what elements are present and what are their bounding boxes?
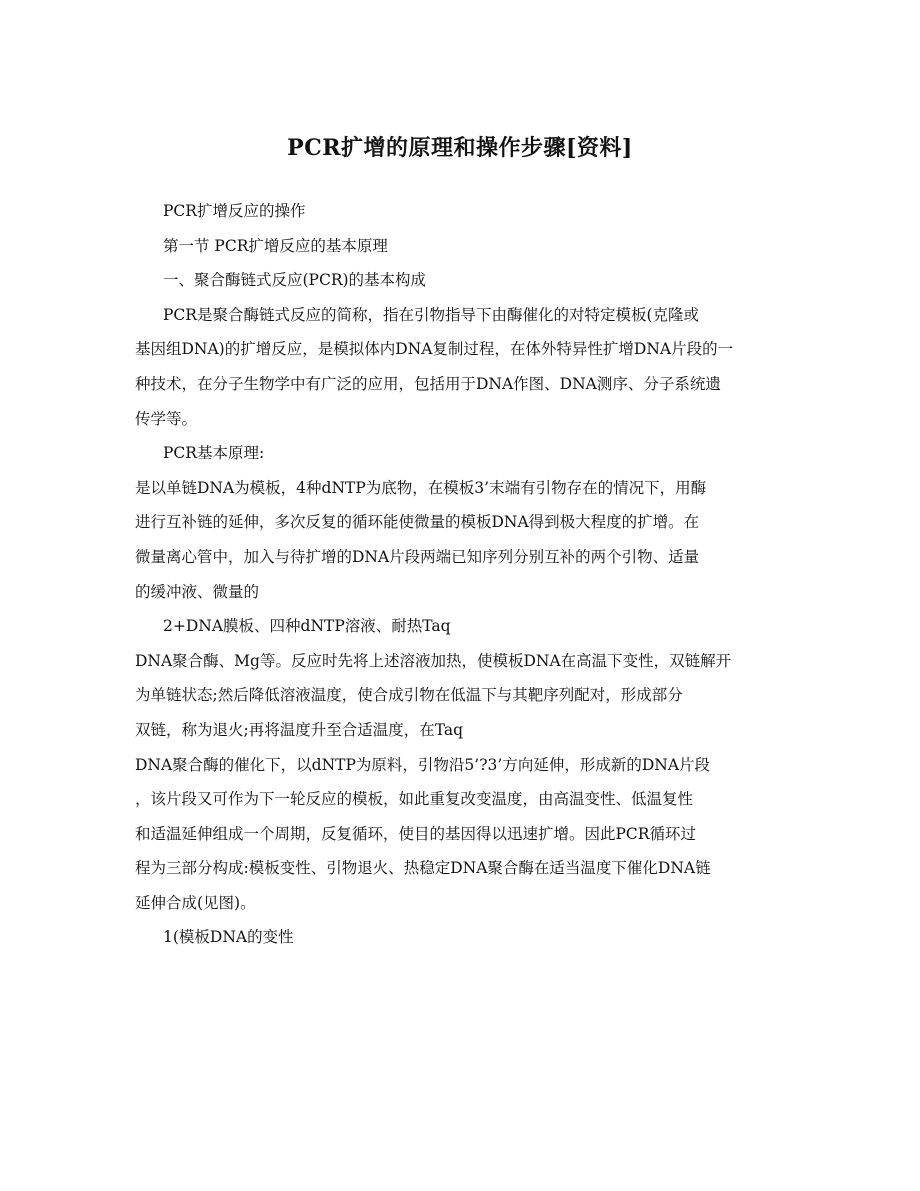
paragraph-line: DNA聚合酶、Mg等。反应时先将上述溶液加热，使模板DNA在高温下变性，双链解开 [135, 651, 732, 670]
paragraph-line: PCR扩增反应的操作 [163, 202, 306, 220]
document-title: PCR扩增的原理和操作步骤[资料] [287, 135, 633, 161]
paragraph-line: 种技术，在分子生物学中有广泛的应用，包括用于DNA作图、DNA测序、分子系统遗 [135, 374, 721, 393]
paragraph-line: 和适温延伸组成一个周期，反复循环，使目的基因得以迅速扩增。因此PCR循环过 [135, 824, 696, 843]
paragraph-line: 基因组DNA)的扩增反应，是模拟体内DNA复制过程，在体外特异性扩增DNA片段的一 [135, 340, 734, 359]
paragraph-line: DNA聚合酶的催化下，以dNTP为原料，引物沿5’?3’方向延伸，形成新的DNA片段 [135, 755, 711, 774]
paragraph-line: 微量离心管中，加入与待扩增的DNA片段两端已知序列分别互补的两个引物、适量 [135, 547, 700, 566]
paragraph-line: 进行互补链的延伸，多次反复的循环能使微量的模板DNA得到极大程度的扩增。在 [135, 513, 700, 532]
paragraph-line: 传学等。 [135, 409, 198, 428]
paragraph-line: 的缓冲液、微量的 [135, 582, 260, 601]
section-heading: 第一节 PCR扩增反应的基本原理 [163, 236, 388, 255]
paragraph-line: PCR基本原理: [163, 444, 265, 463]
paragraph-line: 是以单链DNA为模板，4种dNTP为底物，在模板3’末端有引物存在的情况下，用酶 [135, 478, 707, 497]
paragraph-line: 延伸合成(见图)。 [135, 893, 256, 912]
paragraph-line: PCR是聚合酶链式反应的简称，指在引物指导下由酶催化的对特定模板(克隆或 [163, 305, 700, 324]
paragraph-line: 2+DNA膜板、四种dNTP溶液、耐热Taq [163, 617, 451, 636]
subsection-heading: 一、聚合酶链式反应(PCR)的基本构成 [163, 271, 427, 290]
paragraph-line: 双链，称为退火;再将温度升至合适温度，在Taq [135, 720, 464, 739]
paragraph-line: 为单链状态;然后降低溶液温度，使合成引物在低温下与其靶序列配对，形成部分 [135, 686, 683, 705]
paragraph-line: ，该片段又可作为下一轮反应的模板，如此重复改变温度，由高温变性、低温复性 [135, 790, 694, 809]
document-body [135, 194, 785, 955]
paragraph-line: 程为三部分构成:模板变性、引物退火、热稳定DNA聚合酶在适当温度下催化DNA链 [135, 859, 711, 878]
paragraph-line: 1(模板DNA的变性 [163, 928, 294, 947]
